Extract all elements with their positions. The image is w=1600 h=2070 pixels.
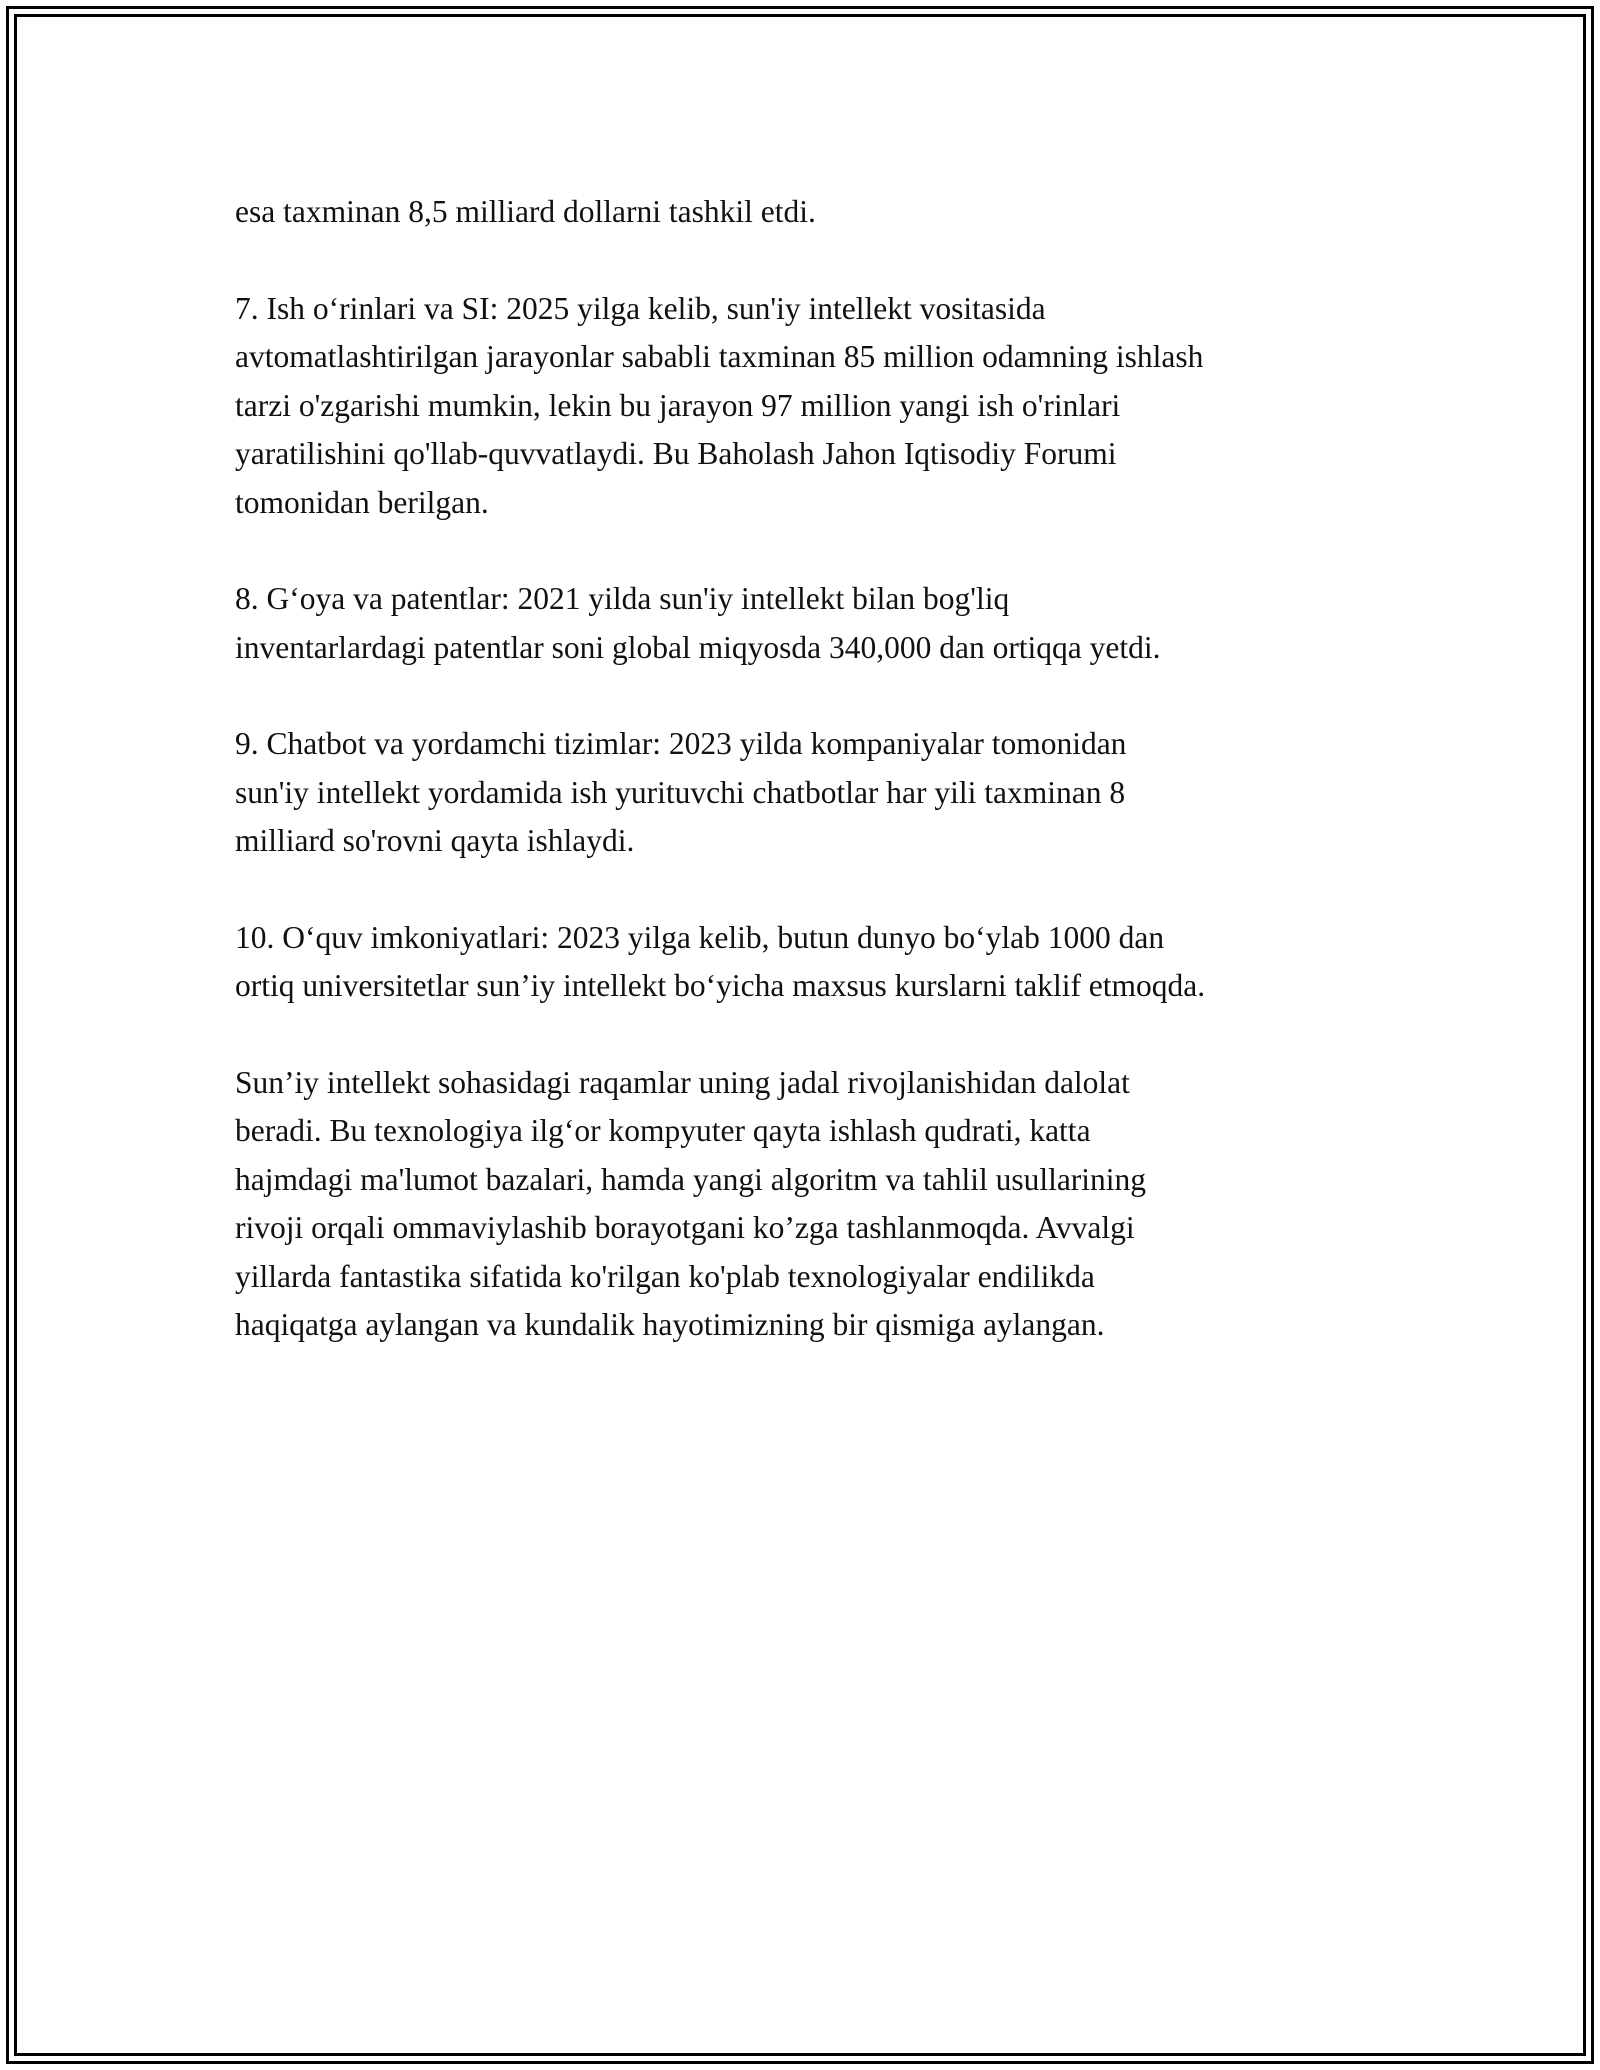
text-line: haqiqatga aylangan va kundalik hayotimizning bir qismiga aylangan. [235, 1307, 1105, 1342]
text-line: 10. O‘quv imkoniyatlari: 2023 yilga kelib, butun dunyo bo‘ylab 1000 dan [235, 919, 1165, 955]
text-line: 7. Ish o‘rinlari va SI: 2025 yilga kelib, sun'iy intellekt vositasida [235, 290, 1046, 326]
paragraph-conclusion [235, 1059, 1370, 1350]
paragraph-item-8-patents [235, 575, 1370, 672]
paragraph-item-7-jobs [235, 285, 1370, 528]
text-line: Sun’iy intellekt sohasidagi raqamlar uning jadal rivojlanishidan dalolat [235, 1064, 1130, 1100]
text-line: tomonidan berilgan. [235, 484, 489, 520]
text-line: yillarda fantastika sifatida ko'rilgan ko'plab texnologiyalar endilikda [235, 1258, 1095, 1294]
text-line: 9. Chatbot va yordamchi tizimlar: 2023 yilda kompaniyalar tomonidan [235, 726, 1127, 761]
text-line: ortiq universitetlar sun’iy intellekt bo‘yicha maxsus kurslarni taklif etmoqda. [235, 968, 1206, 1003]
text-line: tarzi o'zgarishi mumkin, lekin bu jarayon 97 million yangi ish o'rinlari [235, 387, 1121, 423]
paragraph-item-10-education [235, 914, 1370, 1011]
text-line: yaratilishini qo'llab-quvvatlaydi. Bu Baholash Jahon Iqtisodiy Forumi [235, 436, 1117, 471]
text-line: milliard so'rovni qayta ishlaydi. [235, 823, 635, 858]
paragraph-item-9-chatbots [235, 720, 1370, 866]
text-line: esa taxminan 8,5 milliard dollarni tashkil etdi. [235, 194, 816, 229]
text-line: 8. G‘oya va patentlar: 2021 yilda sun'iy intellekt bilan bog'liq [235, 581, 1010, 616]
text-line: sun'iy intellekt yordamida ish yurituvchi chatbotlar har yili taxminan 8 [235, 774, 1126, 810]
document-body [235, 188, 1370, 1398]
text-line: avtomatlashtirilgan jarayonlar sababli taxminan 85 million odamning ishlash [235, 339, 1204, 374]
text-line: inventarlardagi patentlar soni global miqyosda 340,000 dan ortiqqa yetdi. [235, 629, 1161, 665]
paragraph-continuation [235, 188, 1370, 237]
text-line: hajmdagi ma'lumot bazalari, hamda yangi algoritm va tahlil usullarining [235, 1161, 1147, 1197]
text-line: rivoji orqali ommaviylashib borayotgani ko’zga tashlanmoqda. Avvalgi [235, 1210, 1135, 1245]
text-line: beradi. Bu texnologiya ilg‘or kompyuter qayta ishlash qudrati, katta [235, 1113, 1091, 1148]
